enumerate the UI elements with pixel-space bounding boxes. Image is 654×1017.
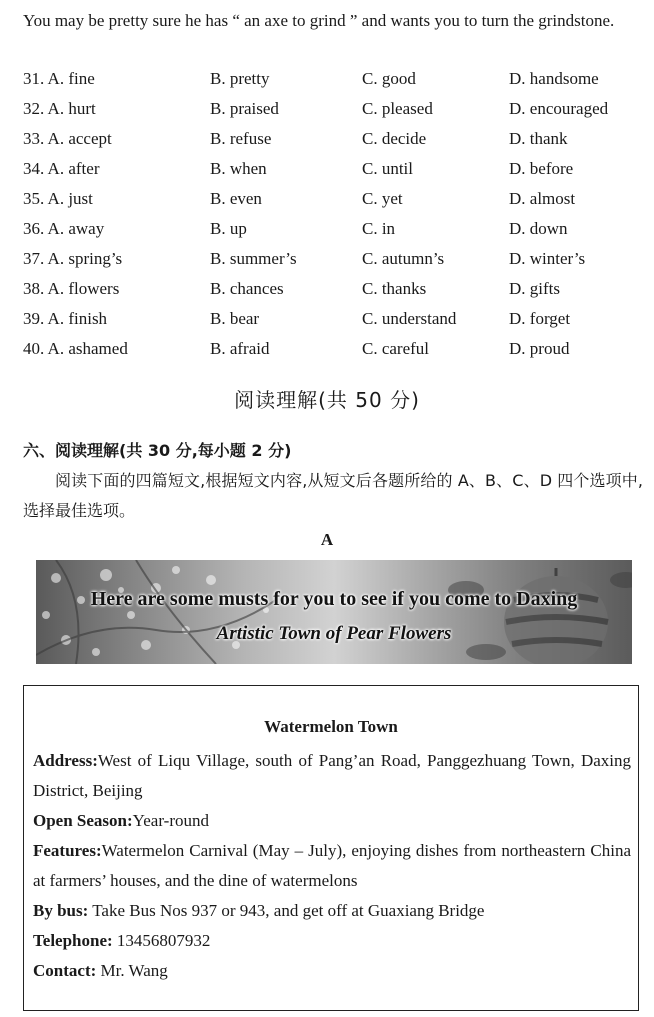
box-body [33,746,631,986]
option-b: B. pretty [210,69,270,88]
option-b: B. afraid [210,339,270,358]
option-d: D. winter’s [509,249,586,268]
bus-line [33,896,631,926]
option-a: 36. A. away [23,219,105,238]
option-b: B. up [210,219,247,238]
phone-line [33,926,631,956]
contact-label: Contact: [33,961,97,980]
bus-value: Take Bus Nos 937 or 943, and get off at Guaxiang Bridge [88,901,485,920]
option-d: D. handsome [509,69,599,88]
option-b: B. praised [210,99,279,118]
option-d: D. almost [509,189,576,208]
option-c: C. understand [362,309,457,328]
option-b: B. chances [210,279,284,298]
contact-line [33,956,631,986]
option-d: D. gifts [509,279,560,298]
option-d: D. before [509,159,574,178]
option-c: C. in [362,219,396,238]
bus-label: By bus: [33,901,89,920]
option-b: B. summer’s [210,249,297,268]
option-row-34 [0,154,654,184]
season-value: Year-round [132,811,209,830]
features-label: Features: [33,841,102,860]
option-a: 38. A. flowers [23,279,120,298]
option-b: B. even [210,189,262,208]
option-a: 31. A. fine [23,69,95,88]
option-a: 32. A. hurt [23,99,96,118]
box-title: Watermelon Town [264,717,398,736]
option-row-39 [0,304,654,334]
option-c: C. pleased [362,99,433,118]
option-b: B. bear [210,309,260,328]
option-a: 40. A. ashamed [23,339,128,358]
phone-value: 13456807932 [112,931,211,950]
answer-options [0,64,654,364]
option-row-37 [0,244,654,274]
instructions: 阅读下面的四篇短文,根据短文内容,从短文后各题所给的 A、B、C、D 四个选项中,选择最佳选项。 [23,471,643,520]
option-c: C. careful [362,339,430,358]
banner-image [36,560,632,664]
option-a: 33. A. accept [23,129,112,148]
season-label: Open Season: [33,811,133,830]
option-row-35 [0,184,654,214]
features-line [33,836,631,896]
option-a: 39. A. finish [23,309,108,328]
option-row-36 [0,214,654,244]
option-d: D. forget [509,309,571,328]
sub-heading: 六、阅读理解(共 30 分,每小题 2 分) [23,441,292,460]
banner-photo-illustration [36,560,632,664]
option-c: C. thanks [362,279,427,298]
option-d: D. thank [509,129,568,148]
option-a: 35. A. just [23,189,93,208]
option-a: 37. A. spring’s [23,249,123,268]
address-value: West of Liqu Village, south of Pang’an Road, Panggezhuang Town, Daxing District, Beijing [33,751,631,800]
contact-value: Mr. Wang [96,961,168,980]
option-row-32 [0,94,654,124]
option-c: C. yet [362,189,403,208]
season-line [33,806,631,836]
address-label: Address: [33,751,98,770]
option-a: 34. A. after [23,159,100,178]
option-d: D. proud [509,339,570,358]
option-d: D. down [509,219,568,238]
option-row-38 [0,274,654,304]
watermelon-town-info-box [23,685,639,1011]
option-row-33 [0,124,654,154]
option-row-40 [0,334,654,364]
phone-label: Telephone: [33,931,113,950]
passage-label: A [320,530,334,549]
option-b: B. refuse [210,129,272,148]
option-b: B. when [210,159,267,178]
features-value: Watermelon Carnival (May – July), enjoying dishes from northeastern China at farmers’ houses, and the dine of watermelons [33,841,631,890]
section-title: 阅读理解(共 50 分) [234,388,420,412]
option-d: D. encouraged [509,99,609,118]
option-c: C. decide [362,129,427,148]
option-c: C. good [362,69,416,88]
intro-text: You may be pretty sure he has “ an axe to grind ” and wants you to turn the grindstone. [23,11,615,30]
option-row-31 [0,64,654,94]
option-c: C. autumn’s [362,249,445,268]
banner-heading: Here are some musts for you to see if you come to Daxing [90,588,578,610]
banner-subheading: Artistic Town of Pear Flowers [216,623,452,644]
address-line [33,746,631,806]
option-c: C. until [362,159,414,178]
